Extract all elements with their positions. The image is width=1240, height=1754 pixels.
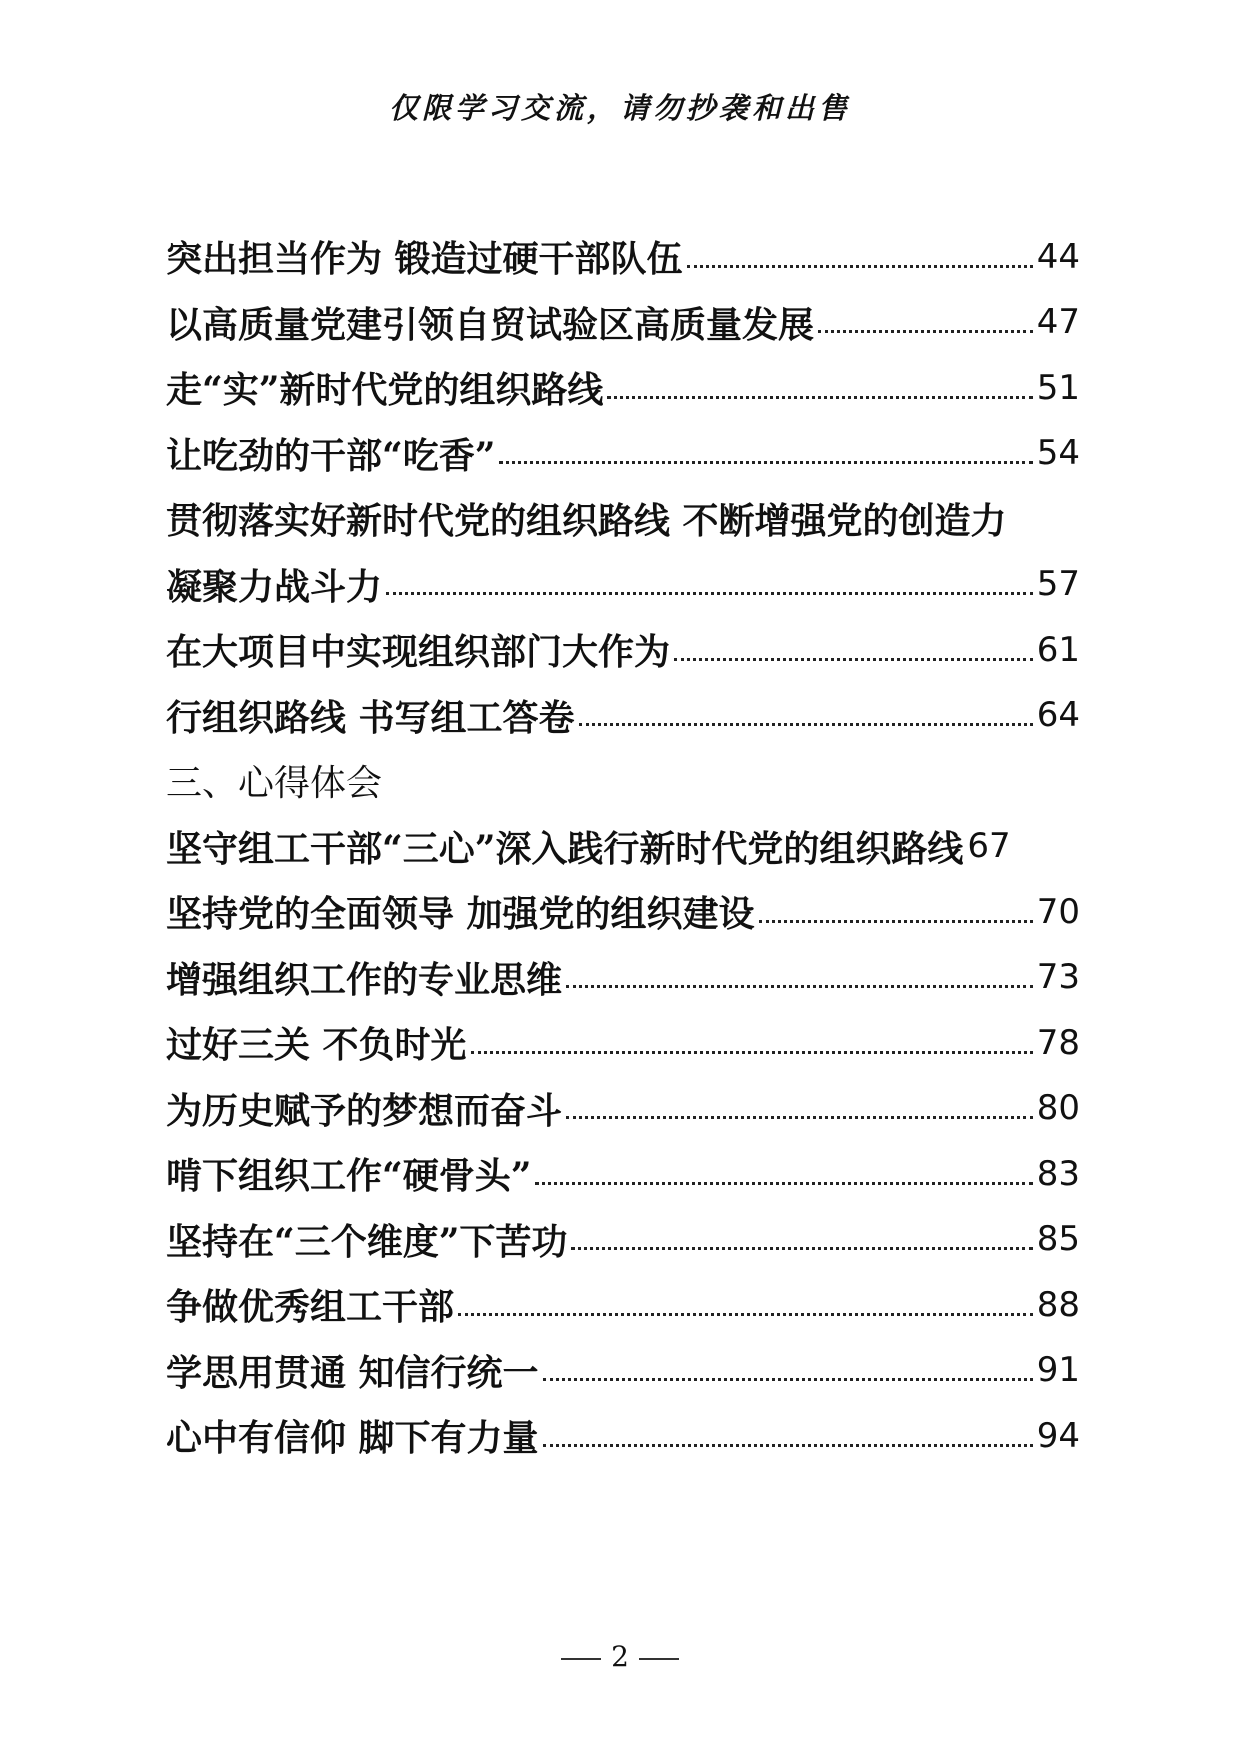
toc-entry-page: 83 — [1036, 1153, 1080, 1194]
dot-leader — [818, 330, 1033, 333]
toc-entry[interactable] — [166, 1272, 1080, 1338]
toc-entry[interactable] — [166, 1403, 1080, 1469]
toc-entry-page: 67 — [967, 826, 1011, 867]
toc-entry[interactable] — [166, 1207, 1080, 1273]
toc-entry[interactable] — [166, 421, 1080, 487]
toc-entry-title: 啃下组织工作“硬骨头” — [166, 1155, 532, 1198]
dot-leader — [566, 1116, 1033, 1119]
toc-entry-page: 73 — [1036, 957, 1080, 998]
toc-entry[interactable] — [166, 290, 1080, 356]
dot-leader — [471, 1051, 1033, 1054]
toc-section-heading — [166, 748, 1080, 814]
dot-leader — [674, 658, 1033, 661]
toc-entry-title: 走“实”新时代党的组织路线 — [166, 369, 604, 412]
toc-entry[interactable] — [166, 552, 1080, 618]
toc-entry-title: 为历史赋予的梦想而奋斗 — [166, 1089, 563, 1132]
dot-leader — [566, 985, 1033, 988]
dot-leader — [535, 1182, 1032, 1185]
dot-leader — [543, 1378, 1033, 1381]
toc-entry-title: 坚守组工干部“三心”深入践行新时代党的组织路线 — [166, 827, 964, 870]
toc-entry-first-line[interactable] — [166, 486, 1080, 552]
toc-entry-title: 贯彻落实好新时代党的组织路线 不断增强党的创造力 — [166, 500, 1007, 543]
dot-leader — [579, 723, 1033, 726]
dot-leader — [571, 1247, 1032, 1250]
toc-entry-title: 让吃劲的干部“吃香” — [166, 434, 496, 477]
toc-entry-page: 44 — [1036, 236, 1080, 277]
page-footer — [0, 1640, 1240, 1673]
section-heading: 三、心得体会 — [166, 763, 383, 805]
dot-leader — [458, 1313, 1033, 1316]
toc-entry[interactable] — [166, 683, 1080, 749]
toc-entry-title: 坚持在“三个维度”下苦功 — [166, 1220, 568, 1263]
toc-entry-title: 凝聚力战斗力 — [166, 565, 383, 608]
toc-entry-page: 61 — [1036, 629, 1080, 670]
toc-entry-page: 64 — [1036, 695, 1080, 736]
toc-entry-page: 80 — [1036, 1088, 1080, 1129]
page-number: 2 — [611, 1640, 629, 1673]
toc-entry[interactable] — [166, 814, 1080, 880]
toc-entry-title: 心中有信仰 脚下有力量 — [166, 1417, 539, 1460]
toc-entry-page: 88 — [1036, 1284, 1080, 1325]
dot-leader — [687, 265, 1033, 268]
toc-entry-title: 增强组织工作的专业思维 — [166, 958, 563, 1001]
em-dash-left — [561, 1658, 601, 1660]
toc-entry-title: 在大项目中实现组织部门大作为 — [166, 631, 671, 674]
toc-entry-title: 争做优秀组工干部 — [166, 1286, 455, 1329]
toc-entry-page: 94 — [1036, 1415, 1080, 1456]
toc-entry[interactable] — [166, 1338, 1080, 1404]
toc-entry[interactable] — [166, 945, 1080, 1011]
dot-leader — [759, 920, 1033, 923]
toc-entry-page: 85 — [1036, 1219, 1080, 1260]
toc-entry-page: 47 — [1036, 302, 1080, 343]
toc-entry-title: 过好三关 不负时光 — [166, 1024, 467, 1067]
toc-entry-title: 以高质量党建引领自贸试验区高质量发展 — [166, 303, 815, 346]
toc-entry-page: 91 — [1036, 1350, 1080, 1391]
toc-entry[interactable] — [166, 1076, 1080, 1142]
toc-entry[interactable] — [166, 224, 1080, 290]
toc-entry-title: 学思用贯通 知信行统一 — [166, 1351, 539, 1394]
toc-entry-page: 78 — [1036, 1022, 1080, 1063]
dot-leader — [499, 461, 1032, 464]
dot-leader — [386, 592, 1033, 595]
page-header-notice: 仅限学习交流，请勿抄袭和出售 — [388, 91, 851, 125]
em-dash-right — [639, 1658, 679, 1660]
toc-entry-title: 行组织路线 书写组工答卷 — [166, 696, 575, 739]
toc-entry-page: 57 — [1036, 564, 1080, 605]
toc-entry-page: 51 — [1036, 367, 1080, 408]
dot-leader — [607, 396, 1032, 399]
toc-entry-title: 突出担当作为 锻造过硬干部队伍 — [166, 238, 683, 281]
toc-entry[interactable] — [166, 879, 1080, 945]
toc-entry-title: 坚持党的全面领导 加强党的组织建设 — [166, 893, 755, 936]
toc-entry[interactable] — [166, 355, 1080, 421]
toc-entry-page: 70 — [1036, 891, 1080, 932]
toc-entry[interactable] — [166, 1141, 1080, 1207]
toc-entry[interactable] — [166, 617, 1080, 683]
toc-entry-page: 54 — [1036, 433, 1080, 474]
table-of-contents — [166, 224, 1080, 1469]
toc-entry[interactable] — [166, 1010, 1080, 1076]
dot-leader — [543, 1444, 1033, 1447]
